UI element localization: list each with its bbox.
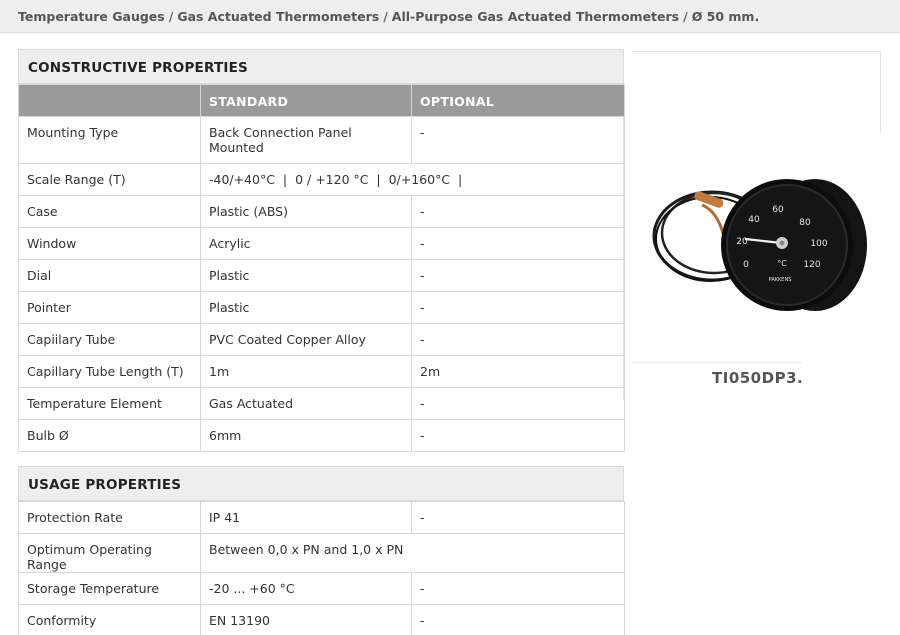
optional-value: 2m: [412, 356, 625, 388]
dial-label: 60: [772, 205, 784, 215]
property-name: Storage Temperature: [19, 573, 201, 605]
breadcrumb-separator: /: [168, 9, 174, 24]
optional-value: -: [412, 292, 625, 324]
header-property: [19, 85, 201, 117]
table-row: [19, 196, 625, 228]
table-row: [19, 164, 625, 196]
property-name: Pointer: [19, 292, 201, 324]
standard-value: 6mm: [201, 420, 412, 452]
property-name: Window: [19, 228, 201, 260]
standard-value: Plastic: [201, 292, 412, 324]
dial-label: 0: [743, 260, 749, 270]
dial-unit: °C: [777, 259, 787, 268]
standard-value: -40/+40°C | 0 / +120 °C | 0/+160°C |: [201, 164, 625, 196]
property-name: Optimum Operating Range: [19, 534, 201, 573]
table-row: [19, 502, 625, 534]
table-row: [19, 420, 625, 452]
property-name: Capillary Tube Length (T): [19, 356, 201, 388]
usage-properties-table: [18, 501, 625, 635]
property-name: Temperature Element: [19, 388, 201, 420]
constructive-properties-section: [18, 49, 624, 452]
dial-label: 40: [748, 215, 760, 225]
dial-label: 20: [736, 237, 748, 247]
property-name: Mounting Type: [19, 117, 201, 164]
thermometer-icon: [632, 133, 882, 363]
table-row: [19, 228, 625, 260]
table-row: [19, 117, 625, 164]
table-row: [19, 292, 625, 324]
optional-value: -: [412, 605, 625, 635]
breadcrumb-separator: /: [383, 9, 388, 24]
table-row: [19, 605, 625, 635]
product-code: TI050DP3.: [712, 369, 804, 387]
standard-value: -20 ... +60 °C: [201, 573, 412, 605]
optional-value: -: [412, 196, 625, 228]
table-row: [19, 260, 625, 292]
dial-brand: PAKKENS: [768, 277, 792, 283]
table-row: [19, 388, 625, 420]
section-title: USAGE PROPERTIES: [18, 466, 624, 501]
property-name: Bulb Ø: [19, 420, 201, 452]
optional-value: -: [412, 573, 625, 605]
standard-value: Plastic: [201, 260, 412, 292]
standard-value: IP 41: [201, 502, 412, 534]
standard-value: Plastic (ABS): [201, 196, 412, 228]
product-image[interactable]: [632, 133, 882, 363]
optional-value: -: [412, 420, 625, 452]
property-name: Conformity: [19, 605, 201, 635]
dial-label: 100: [810, 239, 828, 249]
breadcrumb-separator: /: [683, 9, 688, 24]
table-row: [19, 324, 625, 356]
property-name: Scale Range (T): [19, 164, 201, 196]
product-image-frame: [632, 51, 881, 133]
dial-label: 80: [799, 218, 811, 228]
breadcrumb-link-temperature-gauges[interactable]: Temperature Gauges: [18, 9, 165, 24]
usage-properties-section: [18, 466, 624, 635]
property-name: Case: [19, 196, 201, 228]
table-header-row: [19, 85, 625, 117]
breadcrumb-link-gas-actuated-thermometers[interactable]: Gas Actuated Thermometers: [177, 9, 380, 24]
optional-value: -: [412, 388, 625, 420]
property-name: Dial: [19, 260, 201, 292]
breadcrumb-current: Ø 50 mm.: [691, 9, 760, 24]
standard-value: Between 0,0 x PN and 1,0 x PN: [201, 534, 625, 573]
optional-value: -: [412, 502, 625, 534]
optional-value: -: [412, 260, 625, 292]
standard-value: Acrylic: [201, 228, 412, 260]
dial-label: 120: [803, 260, 821, 270]
property-name: Protection Rate: [19, 502, 201, 534]
standard-value: PVC Coated Copper Alloy: [201, 324, 412, 356]
optional-value: -: [412, 324, 625, 356]
constructive-properties-table: [18, 84, 625, 452]
standard-value: Back Connection Panel Mounted: [201, 117, 412, 164]
standard-value: 1m: [201, 356, 412, 388]
standard-value: EN 13190: [201, 605, 412, 635]
section-title: CONSTRUCTIVE PROPERTIES: [18, 49, 624, 84]
breadcrumb-bar: [0, 0, 900, 33]
breadcrumb-link-all-purpose[interactable]: All-Purpose Gas Actuated Thermometers: [391, 9, 680, 24]
property-name: Capiilary Tube: [19, 324, 201, 356]
table-row: [19, 534, 625, 573]
table-row: [19, 573, 625, 605]
standard-value: Gas Actuated: [201, 388, 412, 420]
breadcrumb: [18, 9, 759, 24]
table-row: [19, 356, 625, 388]
divider: [632, 362, 802, 363]
header-standard: STANDARD: [201, 85, 412, 117]
optional-value: -: [412, 117, 625, 164]
optional-value: -: [412, 228, 625, 260]
header-optional: OPTIONAL: [412, 85, 625, 117]
